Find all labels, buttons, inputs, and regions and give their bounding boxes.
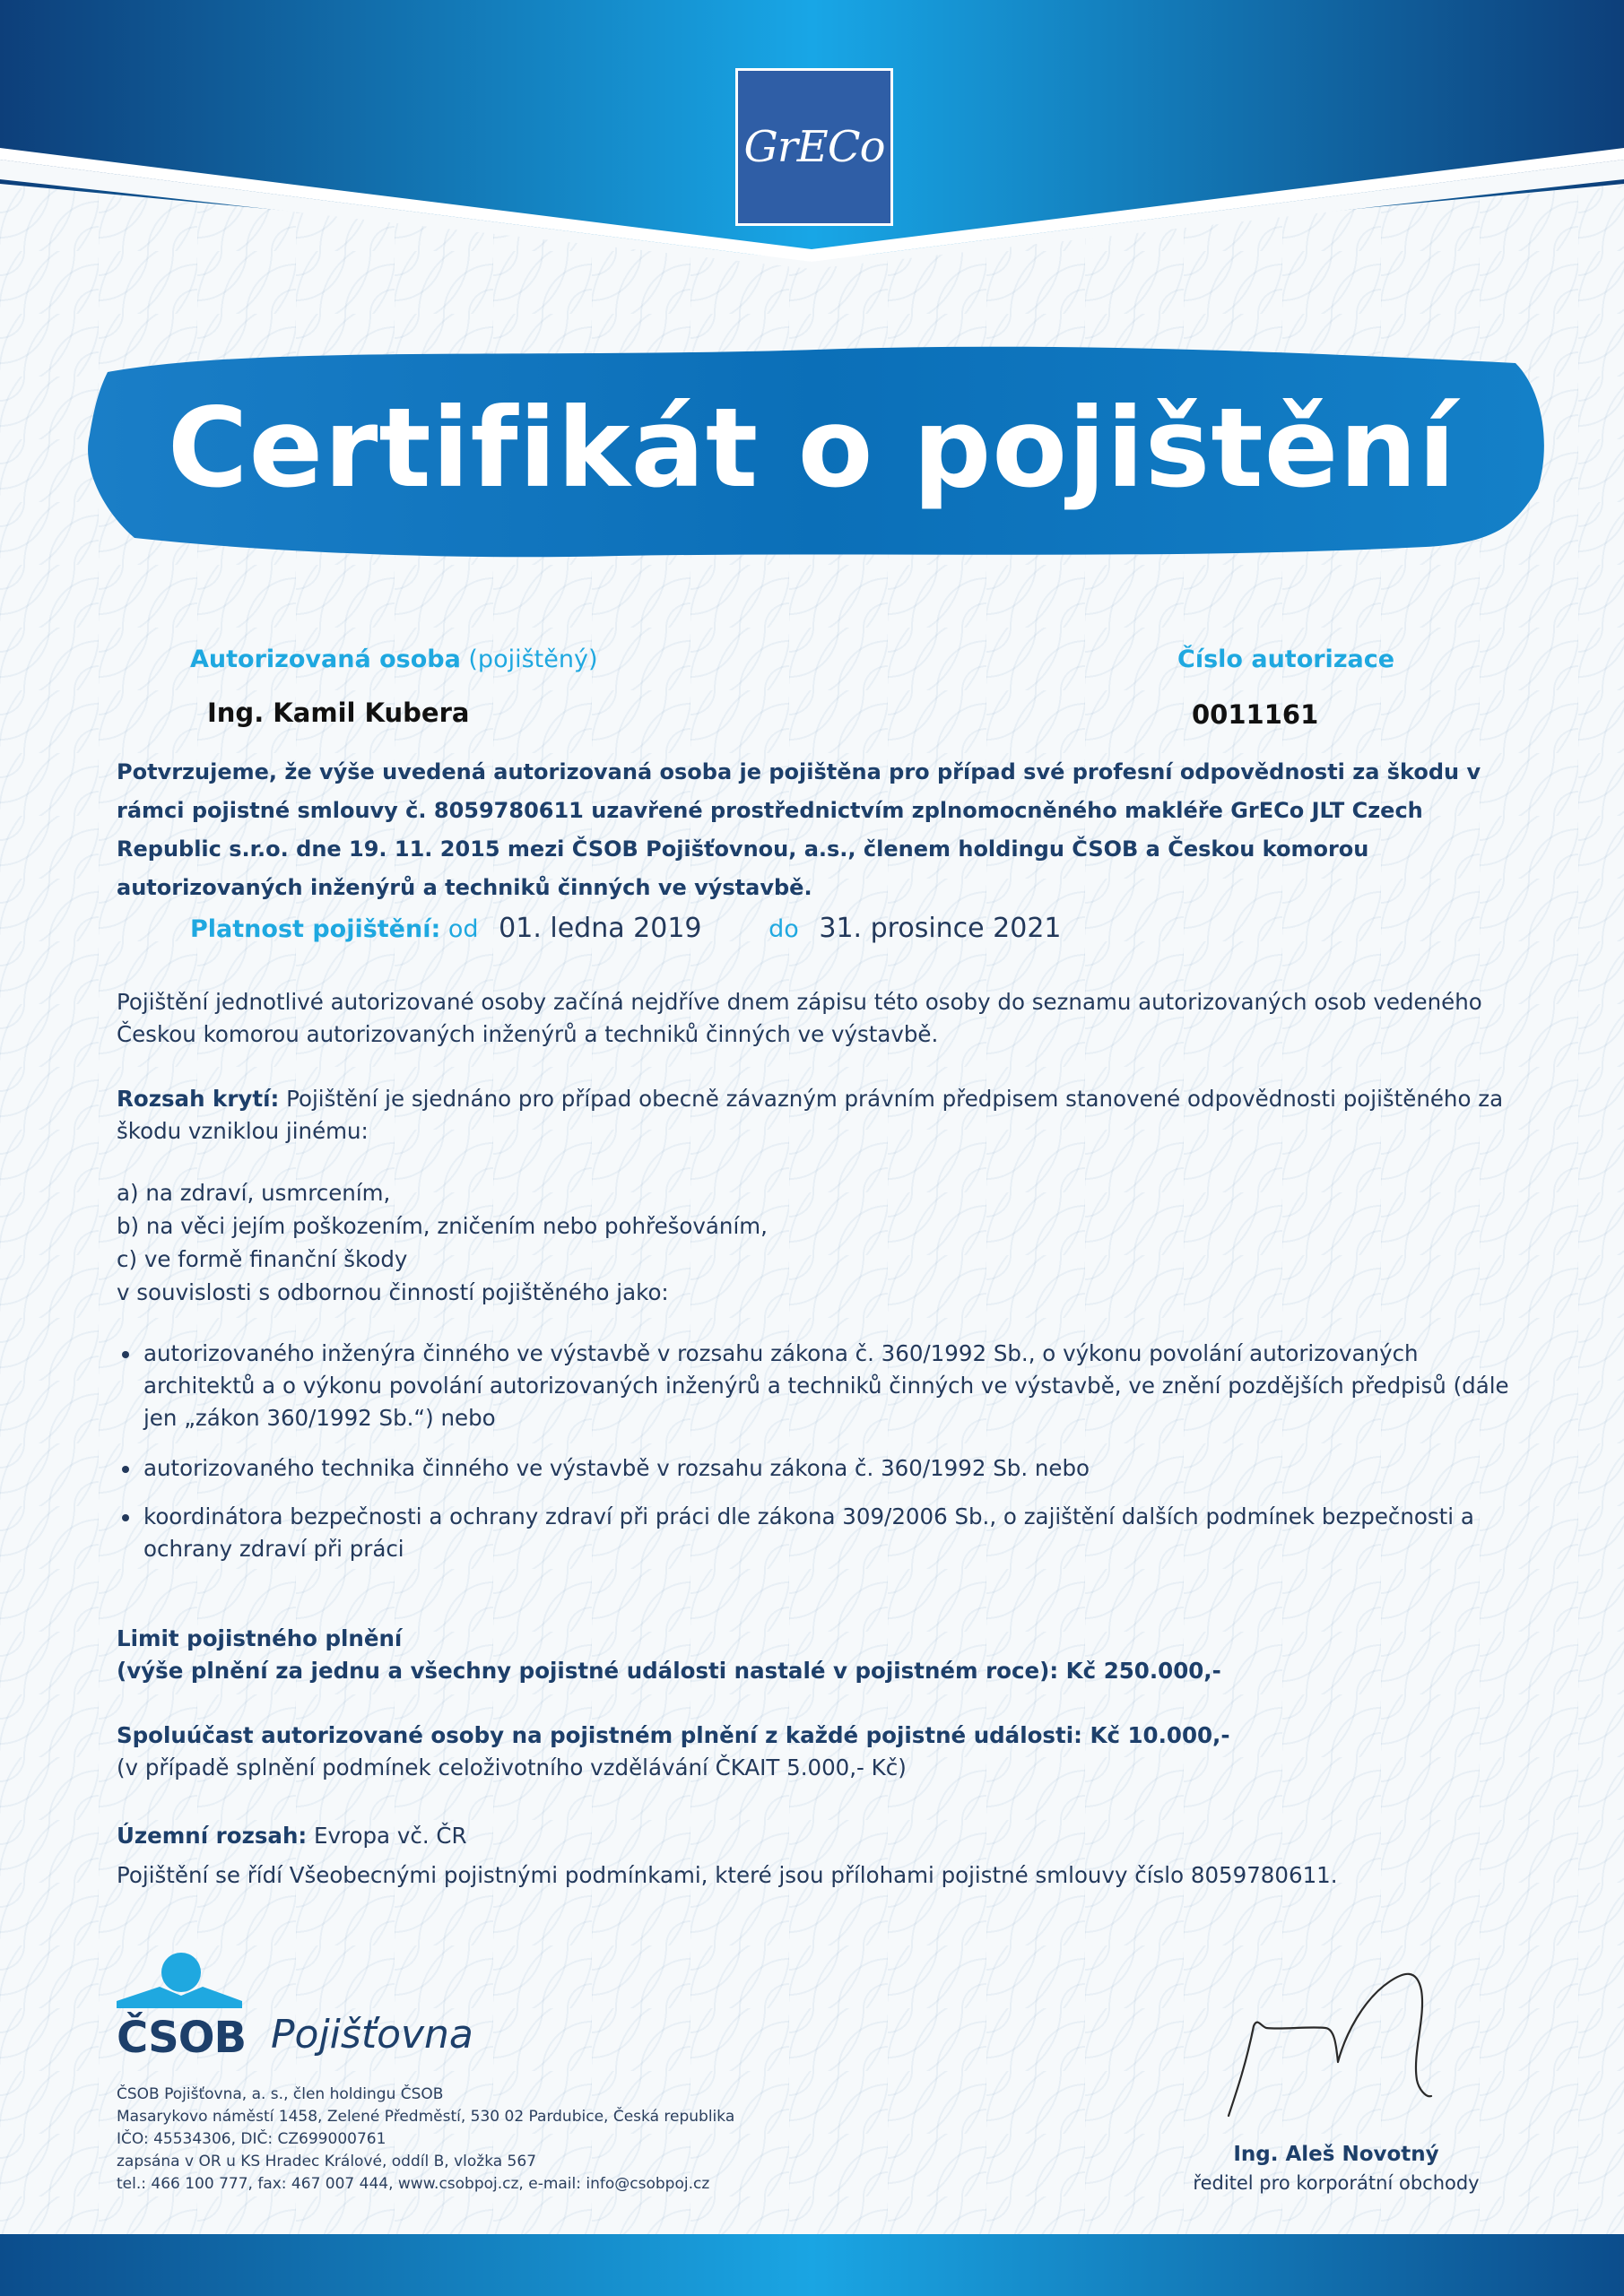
- bullet-text: autorizovaného inženýra činného ve výstavbě v rozsahu zákona č. 360/1992 Sb., o výkonu povolání autorizovaných architektů a o výkonu povolání autorizovaných inženýrů a techniků činných ve výstavbě, ve znění pozdějších předpisů (dále jen „zákon 360/1992 Sb.“) nebo: [143, 1340, 1509, 1431]
- limit-line1: Limit pojistného plnění: [117, 1625, 403, 1651]
- limit-section: [117, 1623, 1515, 1687]
- validity-period: [190, 913, 1062, 944]
- insurer-address: [117, 2084, 734, 2196]
- bullet-item: [117, 1501, 1515, 1565]
- deductible-section: [117, 1720, 1515, 1784]
- signature-icon: [1220, 1963, 1435, 2125]
- person-label-suffix: (pojištěný): [468, 645, 598, 673]
- address-line: Masarykovo náměstí 1458, Zelené Předměstí, 530 02 Pardubice, Česká republika: [117, 2108, 735, 2126]
- scope-item: b) na věci jejím poškozením, zničením nebo pohřešováním,: [117, 1213, 768, 1239]
- scope-items: [117, 1176, 1515, 1309]
- scope-paragraph: [117, 1083, 1515, 1148]
- start-paragraph: Pojištění jednotlivé autorizované osoby začíná nejdříve dnem zápisu této osoby do seznamu autorizovaných osob vedeného Českou komorou autorizovaných inženýrů a techniků činných ve výstavbě.: [117, 989, 1482, 1047]
- authorization-number: 0011161: [1192, 699, 1319, 730]
- bullet-item: [117, 1452, 1515, 1485]
- bullet-dot-icon: [122, 1514, 129, 1521]
- person-name: Ing. Kamil Kubera: [207, 697, 470, 728]
- csob-pojistovna-text: Pojišťovna: [271, 2012, 473, 2058]
- address-line: zapsána v OR u KS Hradec Králové, oddíl B, vložka 567: [117, 2153, 537, 2170]
- scope-text: Pojištění je sjednáno pro případ obecně závazným právním předpisem stanovené odpovědnosti pojištěného za škodu vzniklou jinému:: [117, 1086, 1504, 1144]
- bullet-text: autorizovaného technika činného ve výstavbě v rozsahu zákona č. 360/1992 Sb. nebo: [143, 1455, 1090, 1481]
- scope-item: v souvislosti s odbornou činností pojištěného jako:: [117, 1279, 669, 1305]
- validity-from-date: 01. ledna 2019: [499, 913, 702, 944]
- certificate-title: Certifikát o pojištění: [167, 385, 1457, 512]
- scope-label: Rozsah krytí:: [117, 1086, 280, 1112]
- authorization-label: Číslo autorizace: [1177, 645, 1395, 673]
- conditions-paragraph: Pojištění se řídí Všeobecnými pojistnými podmínkami, které jsou přílohami pojistné smlouvy číslo 8059780611.: [117, 1862, 1338, 1888]
- csob-brand-text: ČSOB: [117, 2013, 247, 2063]
- deductible-line2: (v případě splnění podmínek celoživotního vzdělávání ČKAIT 5.000,- Kč): [117, 1754, 907, 1780]
- greco-logo: [735, 68, 893, 226]
- bullet-dot-icon: [122, 1351, 129, 1358]
- validity-label: Platnost pojištění:: [190, 915, 441, 943]
- limit-line2: (výše plnění za jednu a všechny pojistné události nastalé v pojistném roce): Kč 250.000,-: [117, 1658, 1221, 1684]
- signer-role: ředitel pro korporátní obchody: [1193, 2172, 1480, 2194]
- bullet-item: [117, 1338, 1515, 1434]
- territory-label: Územní rozsah:: [117, 1823, 308, 1849]
- person-label: [190, 645, 597, 673]
- scope-item: a) na zdraví, usmrcením,: [117, 1180, 391, 1206]
- person-label-text: Autorizovaná osoba: [190, 645, 461, 673]
- bullet-dot-icon: [122, 1466, 129, 1473]
- validity-from-label: od: [447, 915, 479, 943]
- confirmation-paragraph: Potvrzujeme, že výše uvedená autorizovaná osoba je pojištěna pro případ své profesní odpovědnosti za škodu v rámci pojistné smlouvy č. 8059780611 uzavřené prostřednictvím zplnomocněného makléře GrECo JLT Czech Republic s.r.o. dne 19. 11. 2015 mezi ČSOB Pojišťovnou, a.s., členem holdingu ČSOB a Českou komorou autorizovaných inženýrů a techniků činných ve výstavbě.: [117, 759, 1481, 900]
- address-line: IČO: 45534306, DIČ: CZ699000761: [117, 2130, 386, 2148]
- signer-name: Ing. Aleš Novotný: [1233, 2143, 1439, 2166]
- bullet-text: koordinátora bezpečnosti a ochrany zdraví při práci dle zákona 309/2006 Sb., o zajištění dalších podmínek bezpečnosti a ochrany zdraví při práci: [143, 1503, 1474, 1562]
- address-line: ČSOB Pojišťovna, a. s., člen holdingu ČSOB: [117, 2085, 444, 2103]
- validity-to-date: 31. prosince 2021: [819, 913, 1062, 944]
- footer-bar: [0, 2234, 1624, 2296]
- address-line: tel.: 466 100 777, fax: 467 007 444, www.csobpoj.cz, e-mail: info@csobpoj.cz: [117, 2175, 710, 2193]
- territory-section: [117, 1820, 1515, 1852]
- deductible-line1: Spoluúčast autorizované osoby na pojistném plnění z každé pojistné události: Kč 10.000,-: [117, 1722, 1230, 1748]
- scope-item: c) ve formě finanční škody: [117, 1246, 408, 1272]
- greco-logo-text: GrECo: [743, 122, 885, 172]
- territory-value: Evropa vč. ČR: [314, 1823, 467, 1849]
- validity-to-label: do: [769, 915, 799, 943]
